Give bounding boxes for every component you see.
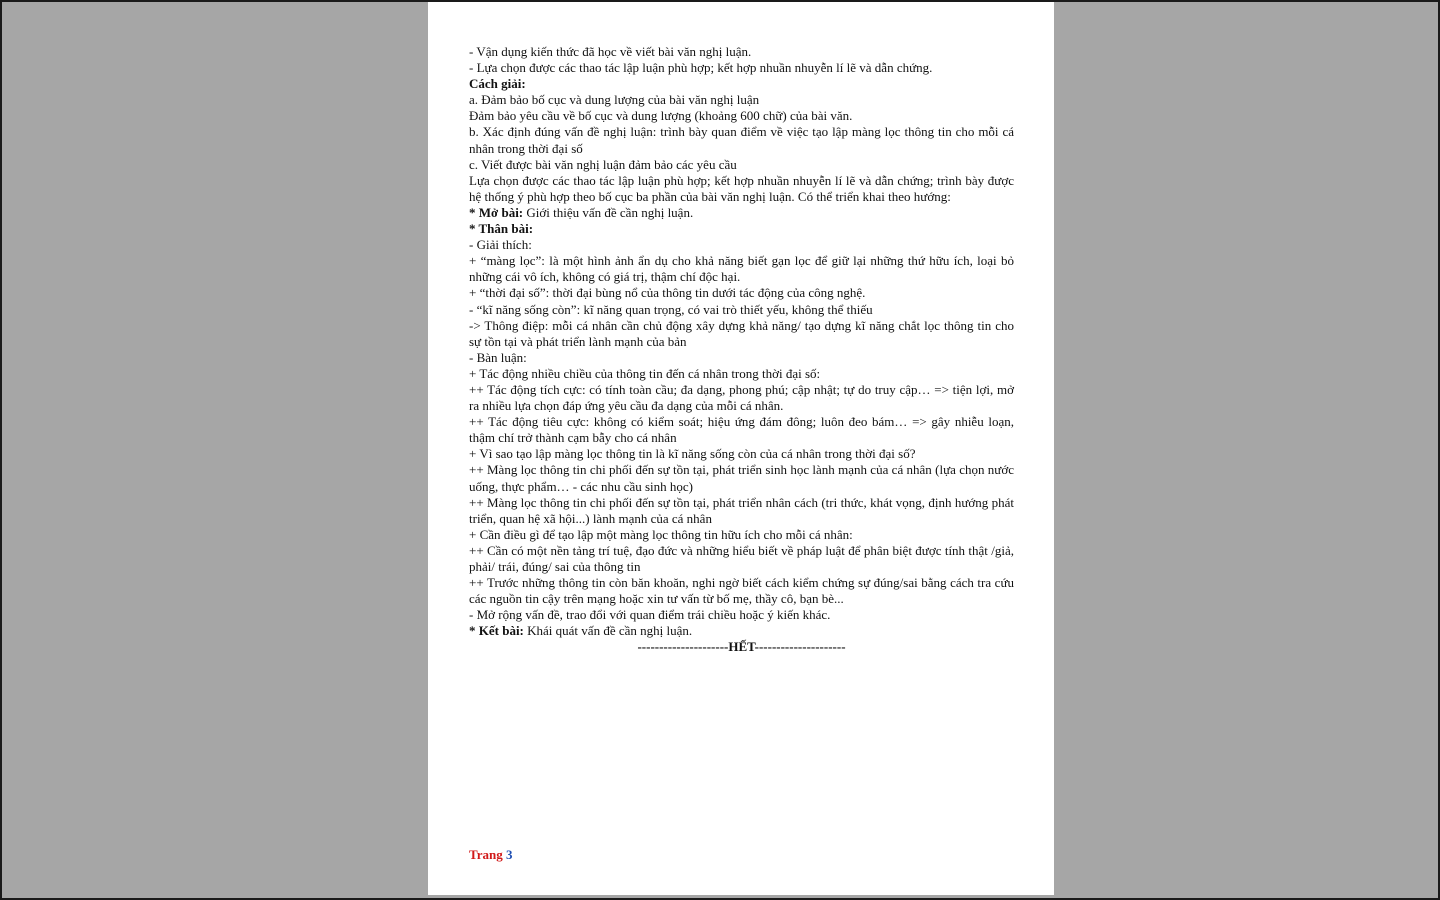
- body-paragraph: ++ Cần có một nền tảng trí tuệ, đạo đức và những hiểu biết về pháp luật để phân biệt được tính thật /giả, phải/ trái, đúng/ sai của thông tin: [469, 542, 1014, 574]
- body-paragraph: ++ Màng lọc thông tin chi phối đến sự tồn tại, phát triển nhân cách (tri thức, khát vọng, định hướng phát triển, quan hệ xã hội...) lành mạnh của cá nhân: [469, 494, 1014, 526]
- section-a-text: Đảm bảo yêu cầu về bố cục và dung lượng (khoảng 600 chữ) của bài văn.: [469, 108, 853, 124]
- ket-bai: [469, 623, 1014, 639]
- body-paragraph: - Giải thích:: [469, 237, 532, 253]
- body-paragraph: ++ Tác động tích cực: có tính toàn cầu; đa dạng, phong phú; cập nhật; tự do truy cập… => tiện lợi, mở ra nhiều lựa chọn đáp ứng yêu cầu đa dạng của mỗi cá nhân.: [469, 381, 1014, 414]
- than-bai-label: * Thân bài:: [469, 221, 534, 237]
- body-paragraph: + Cần điều gì để tạo lập một màng lọc thông tin hữu ích cho mỗi cá nhân:: [469, 526, 853, 542]
- body-paragraph: ++ Màng lọc thông tin chi phối đến sự tồn tại, phát triển sinh học lành mạnh của cá nhân (lựa chọn nước uống, thực phẩm… - các nhu cầu sinh học): [469, 462, 1014, 494]
- body-paragraph: + “màng lọc”: là một hình ảnh ẩn dụ cho khả năng biết gạn lọc để giữ lại những thứ hữu ích, loại bỏ những cái vô ích, không có giá trị, thậm chí độc hại.: [469, 253, 1014, 285]
- mo-bai-text: Giới thiệu vấn đề cần nghị luận.: [523, 204, 694, 220]
- section-c-text: Lựa chọn được các thao tác lập luận phù hợp; kết hợp nhuần nhuyễn lí lẽ và dẫn chứng; trình bày được hệ thống ý phù hợp theo bố cục ba phần của bài văn nghị luận. Có thể triển khai theo hướng:: [469, 172, 1014, 204]
- text-line: - Lựa chọn được các thao tác lập luận phù hợp; kết hợp nhuần nhuyễn lí lẽ và dẫn chứng.: [469, 60, 933, 76]
- body-paragraph: + Tác động nhiều chiều của thông tin đến cá nhân trong thời đại số:: [469, 365, 821, 381]
- ket-bai-label: * Kết bài:: [469, 623, 524, 639]
- body-paragraph: - Bàn luận:: [469, 349, 527, 365]
- page-label: Trang: [469, 847, 503, 862]
- section-b: b. Xác định đúng vấn đề nghị luận: trình bày quan điểm về việc tạo lập màng lọc thông tin cho mỗi cá nhân trong thời đại số: [469, 124, 1014, 156]
- ket-bai-text: Khái quát vấn đề cần nghị luận.: [523, 623, 693, 639]
- text-line: - Vận dụng kiến thức đã học về viết bài văn nghị luận.: [469, 44, 752, 59]
- page-content: [469, 44, 1014, 656]
- body-paragraph: + Vì sao tạo lập màng lọc thông tin là kĩ năng sống còn của cá nhân trong thời đại số?: [469, 446, 916, 462]
- mo-bai: [469, 205, 1014, 221]
- body-paragraph: + “thời đại số”: thời đại bùng nổ của thông tin dưới tác động của công nghệ.: [469, 285, 866, 301]
- body-paragraph: - “kĩ năng sống còn”: kĩ năng quan trọng, có vai trò thiết yếu, không thể thiếu: [469, 301, 873, 317]
- body-paragraph: ++ Trước những thông tin còn băn khoăn, nghi ngờ biết cách kiểm chứng sự đúng/sai bằng cách tra cứu các nguồn tin cậy trên mạng hoặc xin tư vấn từ bố mẹ, thầy cô, bạn bè...: [469, 575, 1014, 607]
- section-a-title: a. Đảm bảo bố cục và dung lượng của bài văn nghị luận: [469, 92, 760, 108]
- body-paragraph: - Mở rộng vấn đề, trao đổi với quan điểm trái chiều hoặc ý kiến khác.: [469, 607, 831, 623]
- cach-giai-heading: Cách giải:: [469, 76, 526, 92]
- mo-bai-label: * Mở bài:: [469, 204, 524, 220]
- end-mark: ---------------------HẾT---------------------: [637, 639, 846, 655]
- page-footer: [469, 847, 512, 863]
- body-paragraph: ++ Tác động tiêu cực: không có kiểm soát; hiệu ứng đám đông; luôn đeo bám… => gây nhiễu loạn, thậm chí trở thành cạm bẫy cho cá nhân: [469, 414, 1014, 446]
- document-page: [428, 2, 1054, 895]
- section-c-title: c. Viết được bài văn nghị luận đảm bảo các yêu cầu: [469, 156, 737, 172]
- page-number: 3: [505, 847, 513, 862]
- body-paragraph: -> Thông điệp: mỗi cá nhân cần chủ động xây dựng khả năng/ tạo dựng kĩ năng chắt lọc thông tin cho sự tồn tại và phát triển lành mạnh của bản: [469, 317, 1014, 349]
